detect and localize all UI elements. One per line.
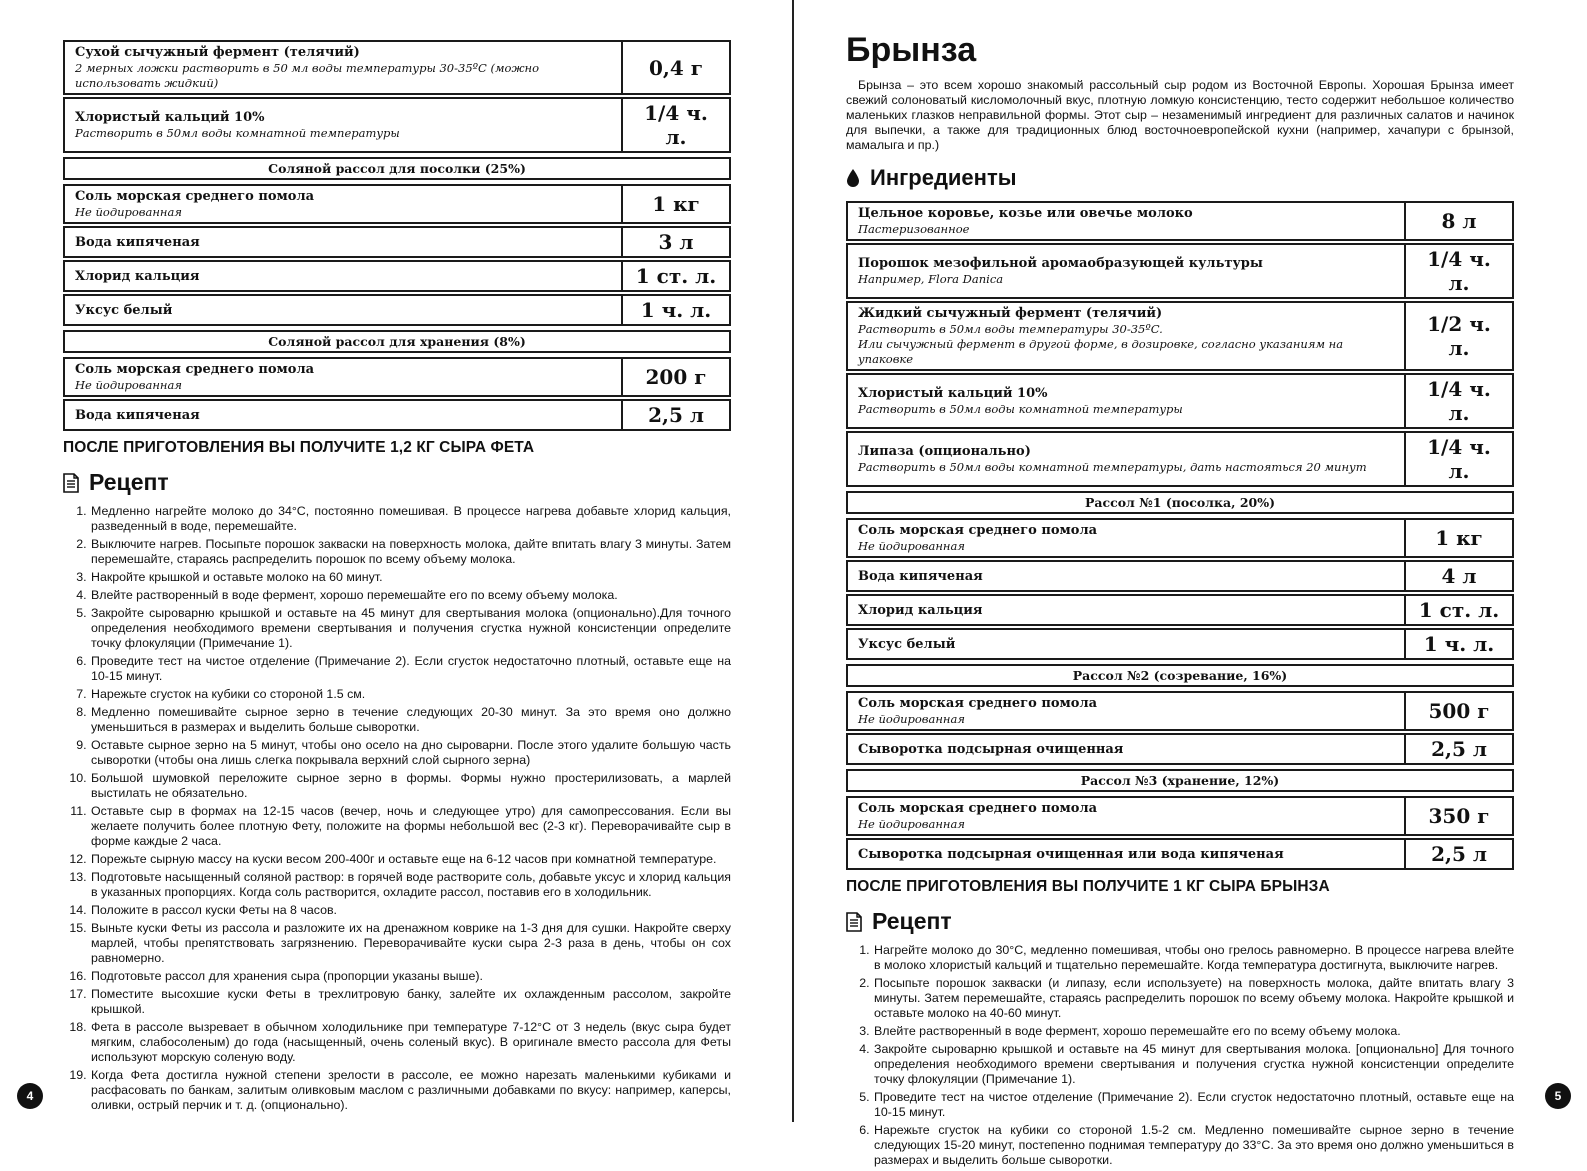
ingredient-note: Например, Flora Danica bbox=[858, 272, 1004, 286]
ingredient-row bbox=[63, 357, 731, 397]
ingredient-name: Соль морская среднего помола bbox=[75, 189, 315, 204]
ingredient-amount: 1/4 ч. л. bbox=[623, 97, 731, 153]
recipe-step: 13. Подготовьте насыщенный соляной раствор: в горячей воде растворите соль, добавьте уксус и хлорид кальция в указанных пропорциях. Когда соль растворится, охладите рассол, поставив его в холодильник. bbox=[90, 870, 731, 900]
ingredient-row bbox=[846, 594, 1514, 626]
ingredient-row bbox=[846, 560, 1514, 592]
ingredient-name-cell bbox=[63, 357, 623, 397]
yield-text: ПОСЛЕ ПРИГОТОВЛЕНИЯ ВЫ ПОЛУЧИТЕ 1 КГ СЫРА БРЫНЗА bbox=[846, 878, 1330, 895]
ingredient-note: Пастеризованное bbox=[858, 222, 970, 236]
recipe-step: 12. Порежьте сырную массу на куски весом 200-400г и оставьте еще на 6-12 часов при комнатной температуре. bbox=[90, 852, 731, 867]
recipe-steps bbox=[63, 504, 731, 1113]
section-title: Соляной рассол для посолки (25%) bbox=[63, 157, 731, 180]
ingredient-row bbox=[63, 226, 731, 258]
ingredient-name: Жидкий сычужный фермент (телячий) bbox=[858, 306, 1163, 321]
recipe-step: 15. Выньте куски Феты из рассола и разложите их на дренажном коврике на 1-3 дня для сушки. Накройте сверху марлей, чтобы препятствовать загрязнению. Переворачивайте куски сыра 2-3 раза в день, чтобы он сох равномерно. bbox=[90, 921, 731, 966]
ingredient-note: Растворить в 50мл воды комнатной температуры bbox=[75, 126, 400, 140]
ingredient-row bbox=[63, 260, 731, 292]
recipe-step: 18. Фета в рассоле вызревает в обычном холодильнике при температуре 7-12°C от 3 недель (вкус сыра будет мягким, слабосоленым) до года (насыщенный, очень соленый вкус). В оригинале вместо рассола для Феты используют морскую соленую воду. bbox=[90, 1020, 731, 1065]
ingredient-name: Сыворотка подсырная очищенная или вода кипяченая bbox=[858, 846, 1284, 862]
recipe-step: 6. Нарежьте сгусток на кубики со стороной 1.5-2 см. Медленно помешивайте сырное зерно в течение следующих 15-20 минут, постепенно поднимая температуру до 33°C. За это время оно должно уменьшиться в размерах и выделить больше сыворотки. bbox=[873, 1123, 1514, 1168]
ingredient-name-cell bbox=[63, 184, 623, 224]
yield-text: ПОСЛЕ ПРИГОТОВЛЕНИЯ ВЫ ПОЛУЧИТЕ 1,2 КГ СЫРА ФЕТА bbox=[63, 439, 535, 456]
ingredient-amount: 0,4 г bbox=[623, 40, 731, 95]
recipe-step: 16. Подготовьте рассол для хранения сыра (пропорции указаны выше). bbox=[90, 969, 731, 984]
recipe-step: 5. Закройте сыроварню крышкой и оставьте на 45 минут для свертывания молока (опционально).Для точного определения необходимого времени свертывания и получения сгустка нужной консистенции определите точку флокуляции (Примечание 1). bbox=[90, 606, 731, 651]
ingredient-name: Хлорид кальция bbox=[858, 602, 983, 618]
ingredient-amount: 1/4 ч. л. bbox=[1406, 431, 1514, 487]
ingredient-row bbox=[846, 301, 1514, 371]
page-right bbox=[794, 0, 1587, 1167]
ingredient-name-cell bbox=[63, 260, 623, 292]
recipe-step: 6. Проведите тест на чистое отделение (Примечание 2). Если сгусток недостаточно плотный, оставьте еще на 10-15 минут. bbox=[90, 654, 731, 684]
recipe-step: 2. Посыпьте порошок закваски (и липазу, если используете) на поверхность молока, дайте впитать влагу 3 минуты. Затем перемешайте, стараясь распределить порошок по всему объему молока. Накройте крышкой и оставьте молоко на 40-60 минут. bbox=[873, 976, 1514, 1021]
ingredient-row bbox=[846, 518, 1514, 558]
recipe-step: 8. Медленно помешивайте сырное зерно в течение следующих 20-30 минут. За это время оно должно уменьшиться в размерах и выделить больше сыворотки. bbox=[90, 705, 731, 735]
ingredient-name: Уксус белый bbox=[858, 636, 956, 652]
recipe-step: 11. Оставьте сыр в формах на 12-15 часов (вечер, ночь и следующее утро) для самопрессования. Если вы желаете получить более плотную Фету, положите на формы небольшой вес (2-3 кг). Переворачивайте сыр в форме каждые 2 часа. bbox=[90, 804, 731, 849]
ingredient-amount: 1 ч. л. bbox=[623, 294, 731, 326]
ingredients-heading bbox=[846, 165, 1514, 191]
ingredient-name: Сыворотка подсырная очищенная bbox=[858, 741, 1124, 757]
recipe-step: 4. Влейте растворенный в воде фермент, хорошо перемешайте его по всему объему молока. bbox=[90, 588, 731, 603]
ingredient-amount: 4 л bbox=[1406, 560, 1514, 592]
recipe-step: 7. Нарежьте сгусток на кубики со стороной 1.5 см. bbox=[90, 687, 731, 702]
section-title: Рассол №1 (посолка, 20%) bbox=[846, 491, 1514, 514]
recipe-step: 14. Положите в рассол куски Феты на 8 часов. bbox=[90, 903, 731, 918]
ingredient-note: Растворить в 50мл воды температуры 30-35ºC. bbox=[858, 322, 1163, 336]
ingredient-amount: 1/4 ч. л. bbox=[1406, 243, 1514, 299]
ingredient-name-cell bbox=[846, 431, 1406, 487]
brine-table-2 bbox=[63, 355, 731, 433]
page-number: 5 bbox=[1545, 1083, 1571, 1109]
ingredient-row bbox=[846, 201, 1514, 241]
ingredient-name: Липаза (опционально) bbox=[858, 444, 1031, 459]
ingredient-name: Порошок мезофильной аромаобразующей культуры bbox=[858, 256, 1263, 271]
section-title: Соляной рассол для хранения (8%) bbox=[63, 330, 731, 353]
ingredient-name-cell bbox=[63, 40, 623, 95]
recipe-step: 10. Большой шумовкой переложите сырное зерно в формы. Формы нужно простерилизовать, а марлей выстилать не обязательно. bbox=[90, 771, 731, 801]
section-title: Рассол №2 (созревание, 16%) bbox=[846, 664, 1514, 687]
ingredient-note: Не йодированная bbox=[858, 539, 965, 553]
ingredient-row bbox=[63, 97, 731, 153]
document-icon bbox=[846, 912, 862, 932]
drop-icon bbox=[846, 168, 860, 188]
ingredient-row bbox=[63, 184, 731, 224]
ingredient-name: Вода кипяченая bbox=[75, 407, 200, 423]
ingredient-row bbox=[846, 373, 1514, 429]
recipe-steps bbox=[846, 943, 1514, 1168]
ingredient-name-cell bbox=[846, 243, 1406, 299]
document-icon bbox=[63, 473, 79, 493]
recipe-heading bbox=[846, 908, 1514, 935]
ingredient-row bbox=[846, 838, 1514, 870]
ingredient-name: Вода кипяченая bbox=[858, 568, 983, 584]
recipe-title: Рецепт bbox=[872, 908, 952, 934]
ingredient-name-cell bbox=[846, 594, 1406, 626]
ingredient-row bbox=[846, 628, 1514, 660]
ingredient-row bbox=[846, 691, 1514, 731]
recipe-step: 9. Оставьте сырное зерно на 5 минут, чтобы оно осело на дно сыроварни. После этого удалите большую часть сыворотки (чтобы она лишь слегка покрывала верхний слой сырного зерна) bbox=[90, 738, 731, 768]
page-left bbox=[0, 0, 792, 1122]
ingredient-name: Уксус белый bbox=[75, 302, 173, 318]
ingredient-amount: 1/4 ч. л. bbox=[1406, 373, 1514, 429]
brine-table-1 bbox=[846, 516, 1514, 662]
recipe-heading bbox=[63, 469, 731, 496]
ingredient-amount: 1 ч. л. bbox=[1406, 628, 1514, 660]
ingredient-row bbox=[63, 399, 731, 431]
ingredient-note: Растворить в 50мл воды комнатной температуры bbox=[858, 402, 1183, 416]
section-title: Рассол №3 (хранение, 12%) bbox=[846, 769, 1514, 792]
ingredients-table-top bbox=[63, 38, 731, 155]
ingredient-name-cell bbox=[63, 226, 623, 258]
ingredient-note: Или сычужный фермент в другой форме, в дозировке, согласно указаниям на упаковке bbox=[858, 337, 1344, 366]
ingredient-name-cell bbox=[63, 97, 623, 153]
recipe-step: 2. Выключите нагрев. Посыпьте порошок закваски на поверхность молока, дайте впитать влагу 3 минуты. Затем перемешайте, стараясь распределить порошок по всему объему молока. bbox=[90, 537, 731, 567]
ingredient-row bbox=[846, 243, 1514, 299]
brine-section-1 bbox=[846, 489, 1514, 516]
ingredient-name-cell bbox=[846, 373, 1406, 429]
ingredient-row bbox=[846, 796, 1514, 836]
ingredient-amount: 1 ст. л. bbox=[623, 260, 731, 292]
recipe-title: Рецепт bbox=[89, 469, 169, 495]
ingredient-amount: 1 ст. л. bbox=[1406, 594, 1514, 626]
brine-section-1 bbox=[63, 155, 731, 182]
ingredient-note: Не йодированная bbox=[858, 712, 965, 726]
recipe-step: 3. Накройте крышкой и оставьте молоко на 60 минут. bbox=[90, 570, 731, 585]
ingredient-note: Не йодированная bbox=[75, 205, 182, 219]
ingredient-name: Соль морская среднего помола bbox=[858, 523, 1098, 538]
ingredient-name: Хлористый кальций 10% bbox=[75, 110, 265, 125]
brine-table-1 bbox=[63, 182, 731, 328]
ingredient-note: Растворить в 50мл воды комнатной температуры, дать настояться 20 минут bbox=[858, 460, 1367, 474]
ingredient-amount: 200 г bbox=[623, 357, 731, 397]
recipe-step: 17. Поместите высохшие куски Феты в трехлитровую банку, залейте их охлажденным рассолом, закройте крышкой. bbox=[90, 987, 731, 1017]
ingredient-name-cell bbox=[846, 560, 1406, 592]
ingredient-note: 2 мерных ложки растворить в 50 мл воды температуры 30-35ºC (можно использовать жидкий) bbox=[75, 61, 540, 90]
ingredient-name-cell bbox=[846, 518, 1406, 558]
ingredient-name: Цельное коровье, козье или овечье молоко bbox=[858, 206, 1193, 221]
brine-section-2 bbox=[846, 662, 1514, 689]
ingredient-amount: 500 г bbox=[1406, 691, 1514, 731]
ingredient-name: Соль морская среднего помола bbox=[858, 801, 1098, 816]
ingredient-amount: 1/2 ч. л. bbox=[1406, 301, 1514, 371]
ingredient-note: Не йодированная bbox=[75, 378, 182, 392]
ingredient-amount: 2,5 л bbox=[1406, 838, 1514, 870]
ingredient-name: Хлористый кальций 10% bbox=[858, 386, 1048, 401]
ingredient-name: Соль морская среднего помола bbox=[75, 362, 315, 377]
ingredient-name-cell bbox=[846, 201, 1406, 241]
ingredient-name-cell bbox=[846, 733, 1406, 765]
ingredient-name-cell bbox=[63, 399, 623, 431]
ingredient-row bbox=[63, 294, 731, 326]
page-title: Брынза bbox=[846, 31, 977, 69]
recipe-step: 3. Влейте растворенный в воде фермент, хорошо перемешайте его по всему объему молока. bbox=[873, 1024, 1514, 1039]
brine-table-2 bbox=[846, 689, 1514, 767]
ingredient-row bbox=[846, 733, 1514, 765]
ingredient-amount: 1 кг bbox=[623, 184, 731, 224]
ingredient-name-cell bbox=[846, 838, 1406, 870]
ingredients-table-main bbox=[846, 199, 1514, 489]
recipe-step: 1. Нагрейте молоко до 30°C, медленно помешивая, чтобы оно грелось равномерно. В процессе нагрева влейте в молоко хлористый кальций и тщательно перемешайте. Когда температура достигнута, выключите нагрев. bbox=[873, 943, 1514, 973]
brine-table-3 bbox=[846, 794, 1514, 872]
ingredient-row bbox=[63, 40, 731, 95]
intro-paragraph: Брынза – это всем хорошо знакомый рассольный сыр родом из Восточной Европы. Хорошая Брынза имеет свежий солоноватый кисломолочный вкус, плотную ломкую консистенцию, тесто содержит небольшое количество маленьких глазков неправильной формы. Этот сыр – незаменимый ингредиент для различных салатов и начинок для выпечки, а также для традиционных блюд восточноевропейской кухни (например, хачапури с брынзой, мамалыга и пр.) bbox=[846, 78, 1514, 152]
ingredient-name: Вода кипяченая bbox=[75, 234, 200, 250]
ingredient-name: Соль морская среднего помола bbox=[858, 696, 1098, 711]
recipe-step: 4. Закройте сыроварню крышкой и оставьте на 45 минут для свертывания молока. [опционально] Для точного определения необходимого времени свертывания и получения сгустка нужной консистенции определите точку флокуляции (Примечание 1). bbox=[873, 1042, 1514, 1087]
recipe-step: 19. Когда Фета достигла нужной степени зрелости в рассоле, ее можно нарезать маленькими кубиками и расфасовать по банкам, залитым оливковым маслом с различными добавками по вкусу: например, каперсы, оливки, острый перчик и т. д. (опционально). bbox=[90, 1068, 731, 1113]
ingredients-title: Ингредиенты bbox=[870, 165, 1017, 190]
ingredient-amount: 3 л bbox=[623, 226, 731, 258]
ingredient-amount: 2,5 л bbox=[1406, 733, 1514, 765]
ingredient-name: Хлорид кальция bbox=[75, 268, 200, 284]
ingredient-name-cell bbox=[846, 796, 1406, 836]
ingredient-name-cell bbox=[846, 691, 1406, 731]
ingredient-amount: 350 г bbox=[1406, 796, 1514, 836]
ingredient-name-cell bbox=[846, 301, 1406, 371]
brine-section-3 bbox=[846, 767, 1514, 794]
ingredient-amount: 1 кг bbox=[1406, 518, 1514, 558]
ingredient-name-cell bbox=[63, 294, 623, 326]
ingredient-amount: 8 л bbox=[1406, 201, 1514, 241]
page-number: 4 bbox=[17, 1083, 43, 1109]
ingredient-row bbox=[846, 431, 1514, 487]
ingredient-note: Не йодированная bbox=[858, 817, 965, 831]
ingredient-name: Сухой сычужный фермент (телячий) bbox=[75, 45, 360, 60]
recipe-step: 1. Медленно нагрейте молоко до 34°C, постоянно помешивая. В процессе нагрева добавьте хлорид кальция, разведенный в воде, перемешайте. bbox=[90, 504, 731, 534]
brine-section-2 bbox=[63, 328, 731, 355]
ingredient-name-cell bbox=[846, 628, 1406, 660]
recipe-step: 5. Проведите тест на чистое отделение (Примечание 2). Если сгусток недостаточно плотный, оставьте еще на 10-15 минут. bbox=[873, 1090, 1514, 1120]
ingredient-amount: 2,5 л bbox=[623, 399, 731, 431]
